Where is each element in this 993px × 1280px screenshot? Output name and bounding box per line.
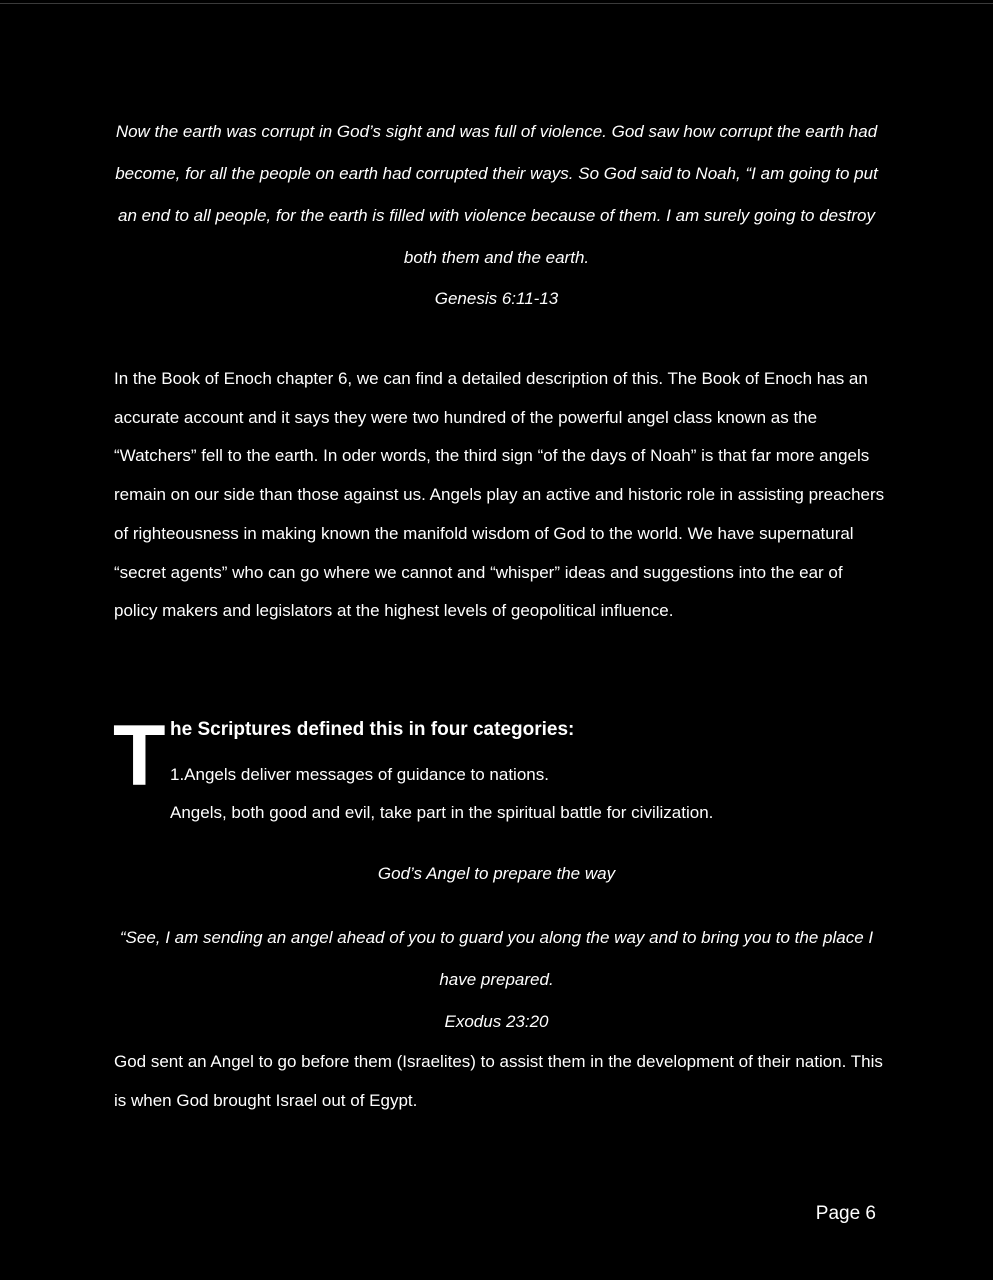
category-item-1: 1.Angels deliver messages of guidance to nations. xyxy=(170,765,549,784)
israel-paragraph: God sent an Angel to go before them (Israelites) to assist them in the development of their nation. This is when God brought Israel out of Egypt. xyxy=(114,1052,883,1110)
page-number: Page 6 xyxy=(815,1203,876,1224)
exodus-reference: Exodus 23:20 xyxy=(444,1012,549,1031)
subheading: God’s Angel to prepare the way xyxy=(377,864,616,883)
drop-cap: T xyxy=(113,708,166,804)
enoch-paragraph: In the Book of Enoch chapter 6, we can find a detailed description of this. The Book of Enoch has an accurate account and it says they were two hundred of the powerful angel class known as the “Watchers” fell to the earth. In oder words, the third sign “of the days of Noah” is that far more angels remain on our side than those against us. Angels play an active and historic role in assisting preachers of righteousness in making known the manifold wisdom of God to the world. We have supernatural “secret agents” who can go where we cannot and “whisper” ideas and suggestions into the ear of policy makers and legislators at the highest levels of geopolitical influence. xyxy=(114,369,885,621)
category-item-1-detail: Angels, both good and evil, take part in the spiritual battle for civilization. xyxy=(170,803,714,822)
top-divider xyxy=(0,3,993,4)
genesis-quote: Now the earth was corrupt in God’s sight and was full of violence. God saw how corrupt the earth had become, for all the people on earth had corrupted their ways. So God said to Noah, “I am going to put an end to all people, for the earth is filled with violence because of them. I am surely going to destroy both them and the earth. xyxy=(115,122,878,267)
section-heading: he Scriptures defined this in four categories: xyxy=(170,719,575,740)
exodus-quote: “See, I am sending an angel ahead of you to guard you along the way and to bring you to the place I have prepared. xyxy=(119,928,874,989)
genesis-reference: Genesis 6:11-13 xyxy=(434,289,559,308)
